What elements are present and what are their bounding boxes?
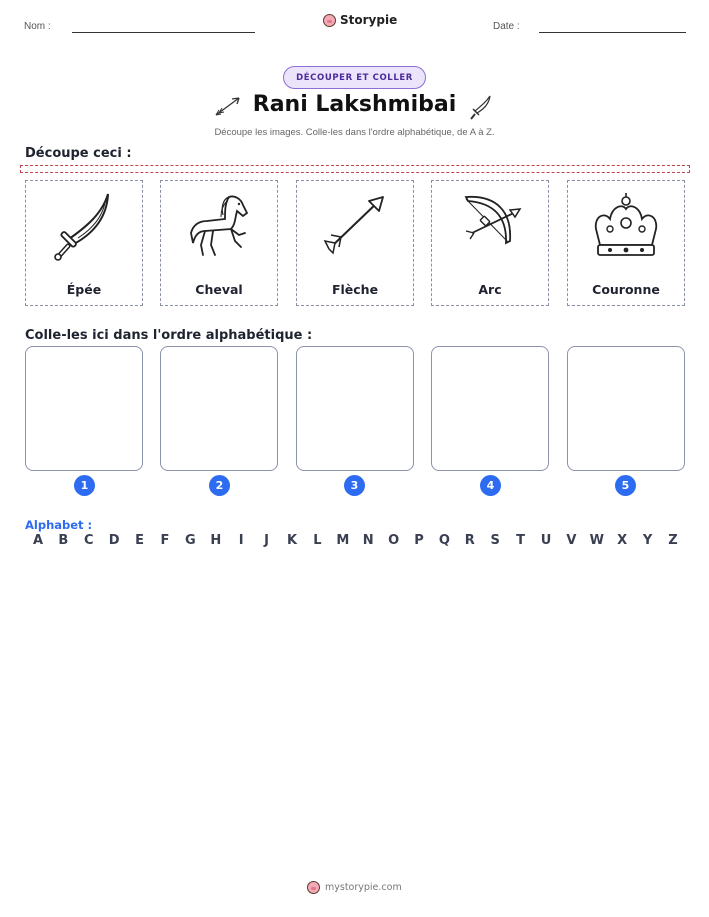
paste-slot-2[interactable] [160,346,278,471]
alphabet-letter: C [84,533,94,548]
alphabet-letter: Y [642,533,653,548]
paste-section-heading: Colle-les ici dans l'ordre alphabétique : [25,328,313,343]
slot-number-2: 2 [209,475,230,496]
card-label: Flèche [331,282,379,297]
paste-slot-1[interactable] [25,346,143,471]
alphabet-letter: X [617,533,628,548]
paste-slot-4[interactable] [431,346,549,471]
cut-section-heading: Découpe ceci : [25,146,132,161]
activity-badge: DÉCOUPER ET COLLER [283,66,426,89]
card-label: Couronne [592,282,660,297]
alphabet-letter: D [108,533,120,548]
alphabet-letter: J [264,533,270,548]
alphabet-letter: K [286,533,298,548]
alphabet-letter: U [540,533,552,548]
cut-card-couronne[interactable] [567,180,685,306]
arrow-icon [321,189,391,269]
cut-card-epee[interactable] [25,180,143,306]
instructions-text: Découpe les images. Colle-les dans l'ordre alphabétique, de A à Z. [214,127,495,138]
alphabet-letter: S [490,533,500,548]
alphabet-letter: V [566,533,577,548]
paste-slot-3[interactable] [296,346,414,471]
alphabet-letter: Q [438,533,450,548]
worksheet-header [0,0,709,50]
alphabet-letter: P [414,533,424,548]
slot-number-1: 1 [74,475,95,496]
alphabet-letter: A [32,533,44,548]
card-label: Cheval [195,282,243,297]
brand-logo [323,13,397,27]
footer [307,881,402,894]
paste-slot-5[interactable] [567,346,685,471]
name-line [72,32,255,33]
card-label: Arc [478,282,502,297]
alphabet-letter: B [58,533,69,548]
name-label: Nom : [24,21,51,32]
footer-url: mystorypie.com [325,882,402,893]
alphabet-letter: M [336,533,350,548]
slot-number-4: 4 [480,475,501,496]
alphabet-letter: O [388,533,400,548]
pig-icon [323,14,336,27]
alphabet-letter: I [238,533,244,548]
alphabet-label: Alphabet : [25,518,93,532]
alphabet-letter: N [362,533,374,548]
cut-card-cheval[interactable] [160,180,278,306]
cut-line [20,165,690,173]
sword-icon [50,189,120,269]
alphabet-letter: E [135,533,145,548]
pig-icon [307,881,320,894]
date-label: Date : [493,21,520,32]
alphabet-letter: G [185,533,196,548]
slot-number-3: 3 [344,475,365,496]
cut-card-fleche[interactable] [296,180,414,306]
alphabet-letter: L [313,533,322,548]
sword-decoration-icon [468,94,494,122]
alphabet-letter: R [464,533,475,548]
slot-number-5: 5 [615,475,636,496]
date-line [539,32,686,33]
alphabet-letter: W [589,533,604,548]
card-label: Épée [66,282,102,297]
cut-card-arc[interactable] [431,180,549,306]
crown-icon [588,189,664,269]
page-title: Rani Lakshmibai [252,92,457,117]
alphabet-letter: Z [668,533,678,548]
alphabet-letter: T [516,533,526,548]
alphabet-letter: F [160,533,170,548]
horse-icon [185,189,255,269]
alphabet-letter: H [210,533,222,548]
bow-icon [456,189,526,269]
brand-name: Storypie [340,13,398,27]
